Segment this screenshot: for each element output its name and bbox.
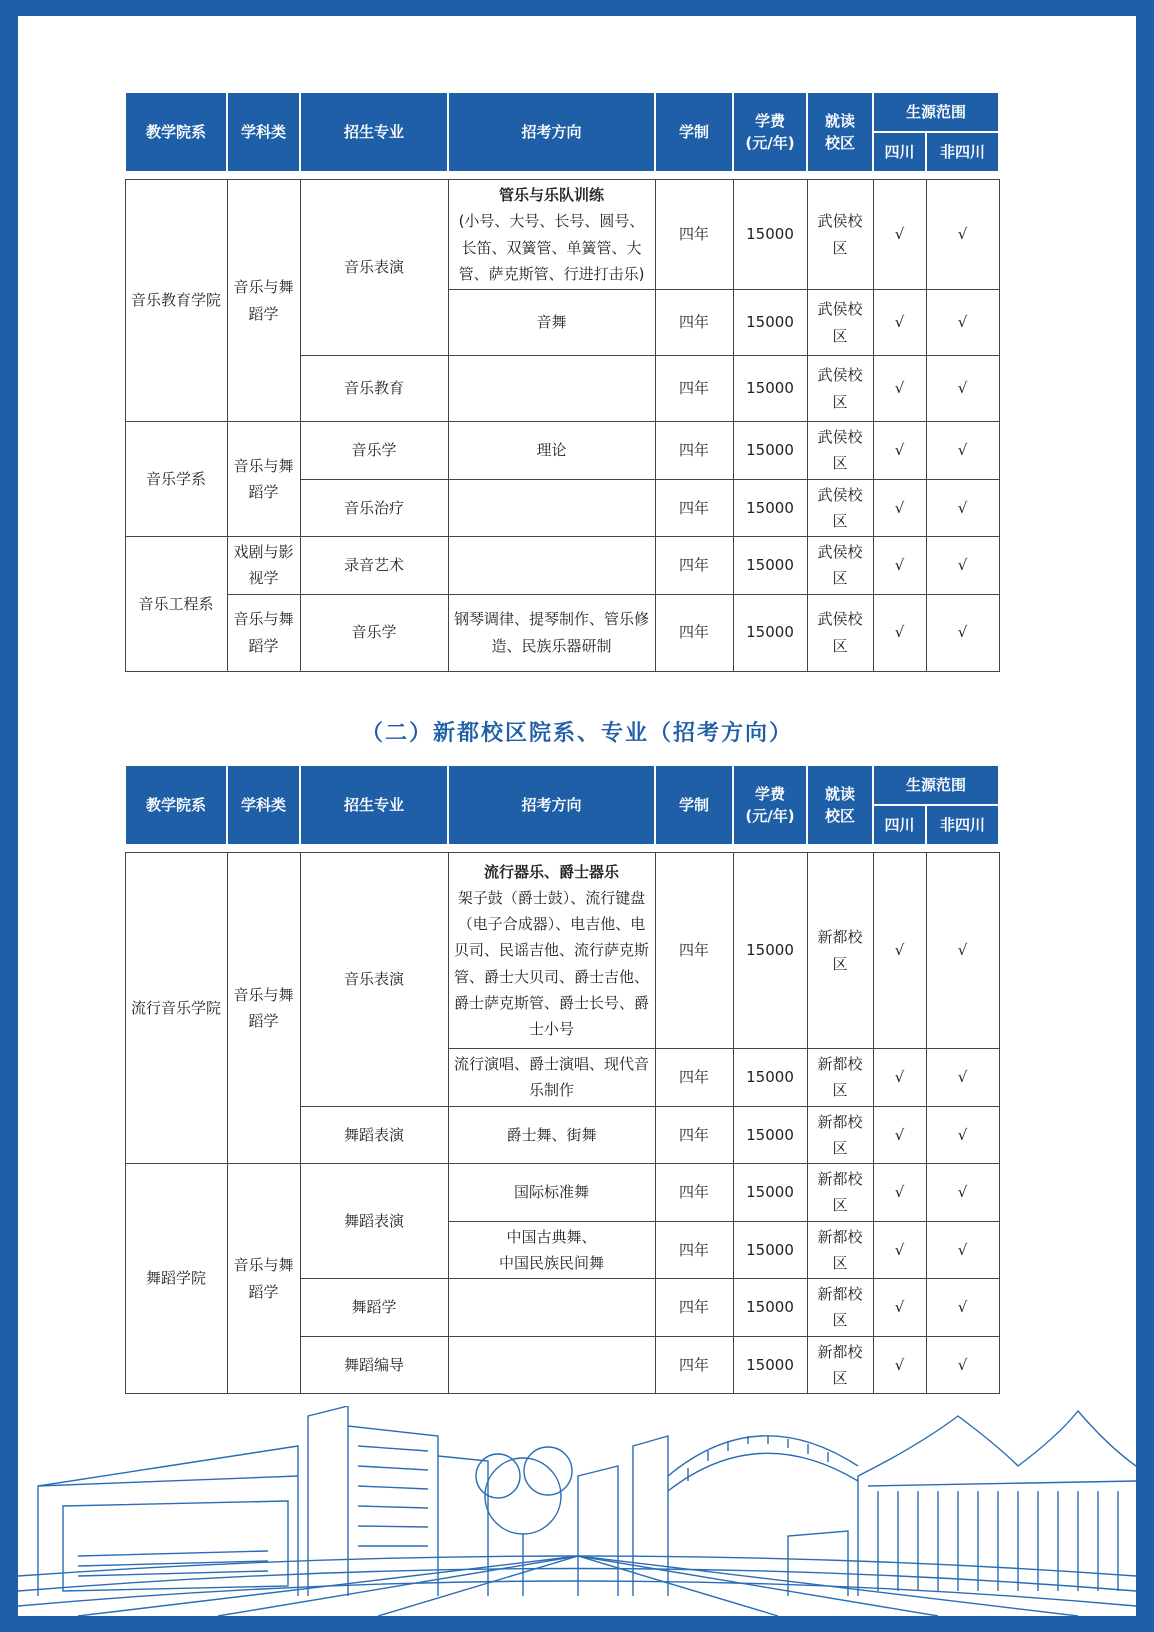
direction-line2: 中国民族民间舞 — [498, 1253, 604, 1272]
campus-cell: 武侯校区 — [807, 422, 873, 480]
duration-cell: 四年 — [655, 1336, 733, 1394]
fee-cell: 15000 — [733, 537, 807, 595]
duration-cell: 四年 — [655, 180, 733, 290]
non-sichuan-check: √ — [926, 594, 999, 671]
sichuan-check: √ — [873, 1279, 926, 1337]
header-source: 生源范围 — [873, 92, 999, 132]
sichuan-check: √ — [873, 1049, 926, 1107]
campus-cell: 武侯校区 — [807, 356, 873, 422]
header-source: 生源范围 — [873, 765, 999, 805]
direction-cell: 音舞 — [448, 290, 655, 356]
sichuan-check: √ — [873, 1106, 926, 1164]
fee-cell: 15000 — [733, 853, 807, 1049]
major-cell: 录音艺术 — [300, 537, 448, 595]
duration-cell: 四年 — [655, 356, 733, 422]
header-campus — [807, 765, 873, 845]
subject-cell: 音乐与舞蹈学 — [227, 1164, 300, 1394]
campus-cell: 武侯校区 — [807, 594, 873, 671]
sichuan-check: √ — [873, 479, 926, 537]
campus-cell: 新都校区 — [807, 1336, 873, 1394]
fee-cell: 15000 — [733, 290, 807, 356]
major-cell: 舞蹈学 — [300, 1279, 448, 1337]
duration-cell: 四年 — [655, 537, 733, 595]
major-cell: 音乐学 — [300, 594, 448, 671]
header-direction: 招考方向 — [448, 765, 655, 845]
major-cell: 音乐学 — [300, 422, 448, 480]
duration-cell: 四年 — [655, 1279, 733, 1337]
non-sichuan-check: √ — [926, 180, 999, 290]
direction-cell: 钢琴调律、提琴制作、管乐修造、民族乐器研制 — [448, 594, 655, 671]
fee-cell: 15000 — [733, 1049, 807, 1107]
campus-cell: 新都校区 — [807, 1221, 873, 1279]
direction-title: 流行器乐、爵士器乐 — [483, 862, 619, 881]
direction-text: (小号、大号、长号、圆号、长笛、双簧管、单簧管、大管、萨克斯管、行进打击乐) — [458, 212, 645, 283]
non-sichuan-check: √ — [926, 1336, 999, 1394]
header-direction: 招考方向 — [448, 92, 655, 172]
campus-cell: 新都校区 — [807, 1106, 873, 1164]
direction-line1: 中国古典舞、 — [506, 1227, 597, 1246]
direction-cell: 爵士舞、街舞 — [448, 1106, 655, 1164]
campus-line1: 就读 — [824, 784, 855, 803]
non-sichuan-check: √ — [926, 479, 999, 537]
direction-cell — [448, 1336, 655, 1394]
major-cell: 音乐表演 — [300, 853, 448, 1107]
dept-cell: 舞蹈学院 — [125, 1164, 227, 1394]
duration-cell: 四年 — [655, 422, 733, 480]
dept-cell: 流行音乐学院 — [125, 853, 227, 1164]
fee-line1: 学费 — [754, 784, 785, 803]
sichuan-check: √ — [873, 1336, 926, 1394]
header-dept: 教学院系 — [125, 92, 227, 172]
duration-cell: 四年 — [655, 1049, 733, 1107]
sichuan-check: √ — [873, 290, 926, 356]
fee-line2: (元/年) — [745, 807, 795, 825]
non-sichuan-check: √ — [926, 853, 999, 1049]
sichuan-check: √ — [873, 1221, 926, 1279]
wuhou-campus-table — [124, 91, 1000, 672]
duration-cell: 四年 — [655, 853, 733, 1049]
non-sichuan-check: √ — [926, 1164, 999, 1222]
subject-cell: 戏剧与影视学 — [227, 537, 300, 595]
direction-cell: 流行演唱、爵士演唱、现代音乐制作 — [448, 1049, 655, 1107]
direction-text: 架子鼓（爵士鼓）、流行键盘（电子合成器）、电吉他、电贝司、民谣吉他、流行萨克斯管、爵士大贝司、爵士吉他、爵士萨克斯管、爵士长号、爵士小号 — [453, 888, 649, 1039]
xindu-campus-table — [124, 764, 1000, 1394]
non-sichuan-check: √ — [926, 422, 999, 480]
duration-cell: 四年 — [655, 594, 733, 671]
duration-cell: 四年 — [655, 1221, 733, 1279]
direction-cell: 理论 — [448, 422, 655, 480]
subject-cell: 音乐与舞蹈学 — [227, 594, 300, 671]
header-subject: 学科类 — [227, 765, 300, 845]
fee-cell: 15000 — [733, 594, 807, 671]
sichuan-check: √ — [873, 594, 926, 671]
direction-title: 管乐与乐队训练 — [498, 186, 604, 204]
fee-cell: 15000 — [733, 1164, 807, 1222]
dept-cell: 音乐工程系 — [125, 537, 227, 672]
duration-cell: 四年 — [655, 479, 733, 537]
header-fee — [733, 92, 807, 172]
direction-cell — [448, 1279, 655, 1337]
direction-cell — [448, 853, 655, 1049]
header-subject: 学科类 — [227, 92, 300, 172]
header-major: 招生专业 — [300, 765, 448, 845]
subject-cell: 音乐与舞蹈学 — [227, 180, 300, 422]
header-dept: 教学院系 — [125, 765, 227, 845]
campus-cell: 新都校区 — [807, 1279, 873, 1337]
header-major: 招生专业 — [300, 92, 448, 172]
non-sichuan-check: √ — [926, 1049, 999, 1107]
sichuan-check: √ — [873, 537, 926, 595]
fee-cell: 15000 — [733, 356, 807, 422]
header-non-sichuan: 非四川 — [926, 805, 999, 845]
header-duration: 学制 — [655, 765, 733, 845]
non-sichuan-check: √ — [926, 537, 999, 595]
direction-cell — [448, 1221, 655, 1279]
fee-cell: 15000 — [733, 479, 807, 537]
sichuan-check: √ — [873, 180, 926, 290]
campus-line2: 校区 — [824, 807, 855, 825]
direction-cell — [448, 479, 655, 537]
campus-cell: 武侯校区 — [807, 290, 873, 356]
non-sichuan-check: √ — [926, 1106, 999, 1164]
non-sichuan-check: √ — [926, 1279, 999, 1337]
fee-cell: 15000 — [733, 180, 807, 290]
campus-cell: 武侯校区 — [807, 180, 873, 290]
brochure-page — [18, 16, 1136, 1616]
campus-cell: 武侯校区 — [807, 537, 873, 595]
sichuan-check: √ — [873, 422, 926, 480]
direction-cell — [448, 537, 655, 595]
non-sichuan-check: √ — [926, 356, 999, 422]
header-sichuan: 四川 — [873, 805, 926, 845]
fee-line2: (元/年) — [745, 134, 795, 152]
duration-cell: 四年 — [655, 1106, 733, 1164]
major-cell: 舞蹈表演 — [300, 1106, 448, 1164]
major-cell: 舞蹈表演 — [300, 1164, 448, 1279]
header-sichuan: 四川 — [873, 132, 926, 172]
sichuan-check: √ — [873, 1164, 926, 1222]
header-campus — [807, 92, 873, 172]
subject-cell: 音乐与舞蹈学 — [227, 853, 300, 1164]
direction-cell: 国际标准舞 — [448, 1164, 655, 1222]
header-non-sichuan: 非四川 — [926, 132, 999, 172]
fee-cell: 15000 — [733, 1106, 807, 1164]
fee-cell: 15000 — [733, 422, 807, 480]
campus-cell: 武侯校区 — [807, 479, 873, 537]
non-sichuan-check: √ — [926, 1221, 999, 1279]
dept-cell: 音乐学系 — [125, 422, 227, 537]
sichuan-check: √ — [873, 356, 926, 422]
direction-cell — [448, 356, 655, 422]
subject-cell: 音乐与舞蹈学 — [227, 422, 300, 537]
header-duration: 学制 — [655, 92, 733, 172]
campus-cell: 新都校区 — [807, 853, 873, 1049]
major-cell: 音乐表演 — [300, 180, 448, 356]
dept-cell: 音乐教育学院 — [125, 180, 227, 422]
non-sichuan-check: √ — [926, 290, 999, 356]
section-title: （二）新都校区院系、专业（招考方向） — [360, 721, 793, 746]
duration-cell: 四年 — [655, 1164, 733, 1222]
fee-cell: 15000 — [733, 1336, 807, 1394]
duration-cell: 四年 — [655, 290, 733, 356]
major-cell: 舞蹈编导 — [300, 1336, 448, 1394]
sichuan-check: √ — [873, 853, 926, 1049]
campus-cell: 新都校区 — [807, 1049, 873, 1107]
header-fee — [733, 765, 807, 845]
direction-cell — [448, 180, 655, 290]
fee-cell: 15000 — [733, 1279, 807, 1337]
campus-cell: 新都校区 — [807, 1164, 873, 1222]
campus-line1: 就读 — [824, 111, 855, 130]
fee-line1: 学费 — [754, 111, 785, 130]
major-cell: 音乐治疗 — [300, 479, 448, 537]
campus-line2: 校区 — [824, 134, 855, 152]
fee-cell: 15000 — [733, 1221, 807, 1279]
major-cell: 音乐教育 — [300, 356, 448, 422]
campus-skyline-illustration — [18, 1406, 1136, 1616]
